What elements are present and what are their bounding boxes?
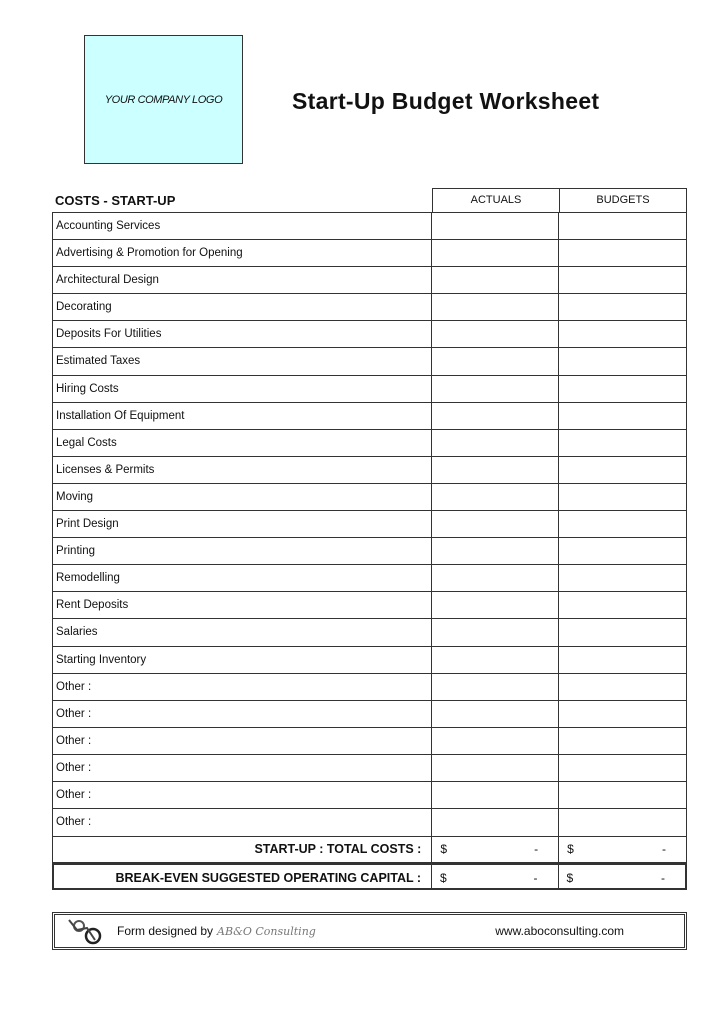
table-row (53, 348, 686, 375)
actual-cell[interactable] (432, 755, 559, 781)
row-label: Deposits For Utilities (53, 321, 432, 347)
table-row (53, 403, 686, 430)
row-label: Advertising & Promotion for Opening (53, 240, 432, 266)
table-row (53, 565, 686, 592)
consulting-logo-icon (65, 916, 105, 946)
row-label: Other : (53, 755, 432, 781)
table-row (53, 484, 686, 511)
budget-cell[interactable] (559, 213, 686, 239)
total-actual-value: - (534, 842, 539, 856)
actual-cell[interactable] (432, 619, 559, 645)
row-label: Architectural Design (53, 267, 432, 293)
actual-cell[interactable] (432, 538, 559, 564)
row-label: Estimated Taxes (53, 348, 432, 374)
column-header-budgets: BUDGETS (596, 194, 650, 206)
row-label: Accounting Services (53, 213, 432, 239)
budget-cell[interactable] (559, 809, 686, 836)
table-row (53, 592, 686, 619)
row-label: Other : (53, 728, 432, 754)
table-row (53, 267, 686, 294)
actual-cell[interactable] (432, 809, 559, 836)
row-label: Installation Of Equipment (53, 403, 432, 429)
table-row (53, 701, 686, 728)
currency-symbol: $ (567, 842, 574, 856)
logo-text: YOUR COMPANY LOGO (104, 93, 223, 106)
actual-cell[interactable] (432, 240, 559, 266)
row-label: Starting Inventory (53, 647, 432, 673)
row-label: Other : (53, 809, 432, 836)
table-row (53, 213, 686, 240)
actual-cell[interactable] (432, 511, 559, 537)
row-label: Salaries (53, 619, 432, 645)
table-row (53, 511, 686, 538)
budget-cell[interactable] (559, 674, 686, 700)
actual-cell[interactable] (432, 294, 559, 320)
actual-cell[interactable] (432, 647, 559, 673)
budget-cell[interactable] (559, 592, 686, 618)
budget-cell[interactable] (559, 538, 686, 564)
currency-symbol: $ (566, 871, 574, 885)
row-label: Licenses & Permits (53, 457, 432, 483)
actual-cell[interactable] (432, 348, 559, 374)
actual-cell[interactable] (432, 213, 559, 239)
row-label: Other : (53, 674, 432, 700)
breakeven-budget-cell[interactable] (559, 865, 685, 888)
company-logo-placeholder (84, 35, 243, 164)
row-label: Other : (53, 782, 432, 808)
table-row (53, 782, 686, 809)
budget-cell[interactable] (559, 647, 686, 673)
budget-cell[interactable] (559, 457, 686, 483)
budget-cell[interactable] (559, 484, 686, 510)
row-label: Legal Costs (53, 430, 432, 456)
budget-cell[interactable] (559, 348, 686, 374)
table-row (53, 321, 686, 348)
row-label: Hiring Costs (53, 376, 432, 402)
table-row (53, 457, 686, 484)
row-label: Decorating (53, 294, 432, 320)
breakeven-label: BREAK-EVEN SUGGESTED OPERATING CAPITAL : (54, 865, 432, 888)
actual-cell[interactable] (432, 674, 559, 700)
table-row (53, 674, 686, 701)
table-row (53, 619, 686, 646)
budget-cell[interactable] (559, 782, 686, 808)
breakeven-budget-value: - (661, 871, 665, 885)
budget-cell[interactable] (559, 294, 686, 320)
footer-prefix: Form designed by (117, 924, 214, 938)
table-row (53, 538, 686, 565)
actual-cell[interactable] (432, 321, 559, 347)
budget-cell[interactable] (559, 240, 686, 266)
row-label: Print Design (53, 511, 432, 537)
actual-cell[interactable] (432, 484, 559, 510)
actual-cell[interactable] (432, 267, 559, 293)
actual-cell[interactable] (432, 430, 559, 456)
currency-symbol: $ (440, 842, 448, 856)
currency-symbol: $ (440, 871, 447, 885)
breakeven-row (52, 863, 687, 890)
row-label: Other : (53, 701, 432, 727)
total-actual-cell[interactable] (432, 836, 559, 862)
actual-cell[interactable] (432, 376, 559, 402)
actual-cell[interactable] (432, 565, 559, 591)
actual-cell[interactable] (432, 592, 559, 618)
costs-header: COSTS - START-UP (55, 193, 176, 208)
budget-cell[interactable] (559, 619, 686, 645)
total-costs-label: START-UP : TOTAL COSTS : (53, 836, 432, 862)
total-budget-value: - (662, 842, 666, 856)
table-row (53, 809, 686, 836)
total-budget-cell[interactable] (559, 836, 686, 862)
budget-cell[interactable] (559, 728, 686, 754)
budget-cell[interactable] (559, 267, 686, 293)
footer-brand: AB&O Consulting (217, 924, 316, 938)
cost-rows (52, 212, 687, 837)
table-row (53, 755, 686, 782)
row-label: Rent Deposits (53, 592, 432, 618)
table-row (53, 728, 686, 755)
breakeven-actual-value: - (533, 871, 538, 885)
budget-cell[interactable] (559, 376, 686, 402)
actual-cell[interactable] (432, 701, 559, 727)
actual-cell[interactable] (432, 457, 559, 483)
row-label: Moving (53, 484, 432, 510)
footer-url[interactable]: www.aboconsulting.com (495, 924, 624, 938)
total-costs-row (52, 836, 687, 863)
budget-cell[interactable] (559, 701, 686, 727)
footer (52, 912, 687, 950)
row-label: Printing (53, 538, 432, 564)
table-row (53, 376, 686, 403)
column-header-actuals: ACTUALS (433, 189, 560, 212)
page-title: Start-Up Budget Worksheet (292, 88, 600, 114)
budget-cell[interactable] (559, 430, 686, 456)
breakeven-actual-cell[interactable] (432, 865, 558, 888)
column-headers (432, 188, 687, 213)
row-label: Remodelling (53, 565, 432, 591)
actual-cell[interactable] (432, 782, 559, 808)
actual-cell[interactable] (432, 728, 559, 754)
budget-cell[interactable] (559, 755, 686, 781)
budget-cell[interactable] (559, 565, 686, 591)
budget-cell[interactable] (559, 511, 686, 537)
table-row (53, 240, 686, 267)
table-row (53, 430, 686, 457)
budget-cell[interactable] (559, 321, 686, 347)
table-row (53, 647, 686, 674)
actual-cell[interactable] (432, 403, 559, 429)
budget-cell[interactable] (559, 403, 686, 429)
table-row (53, 294, 686, 321)
